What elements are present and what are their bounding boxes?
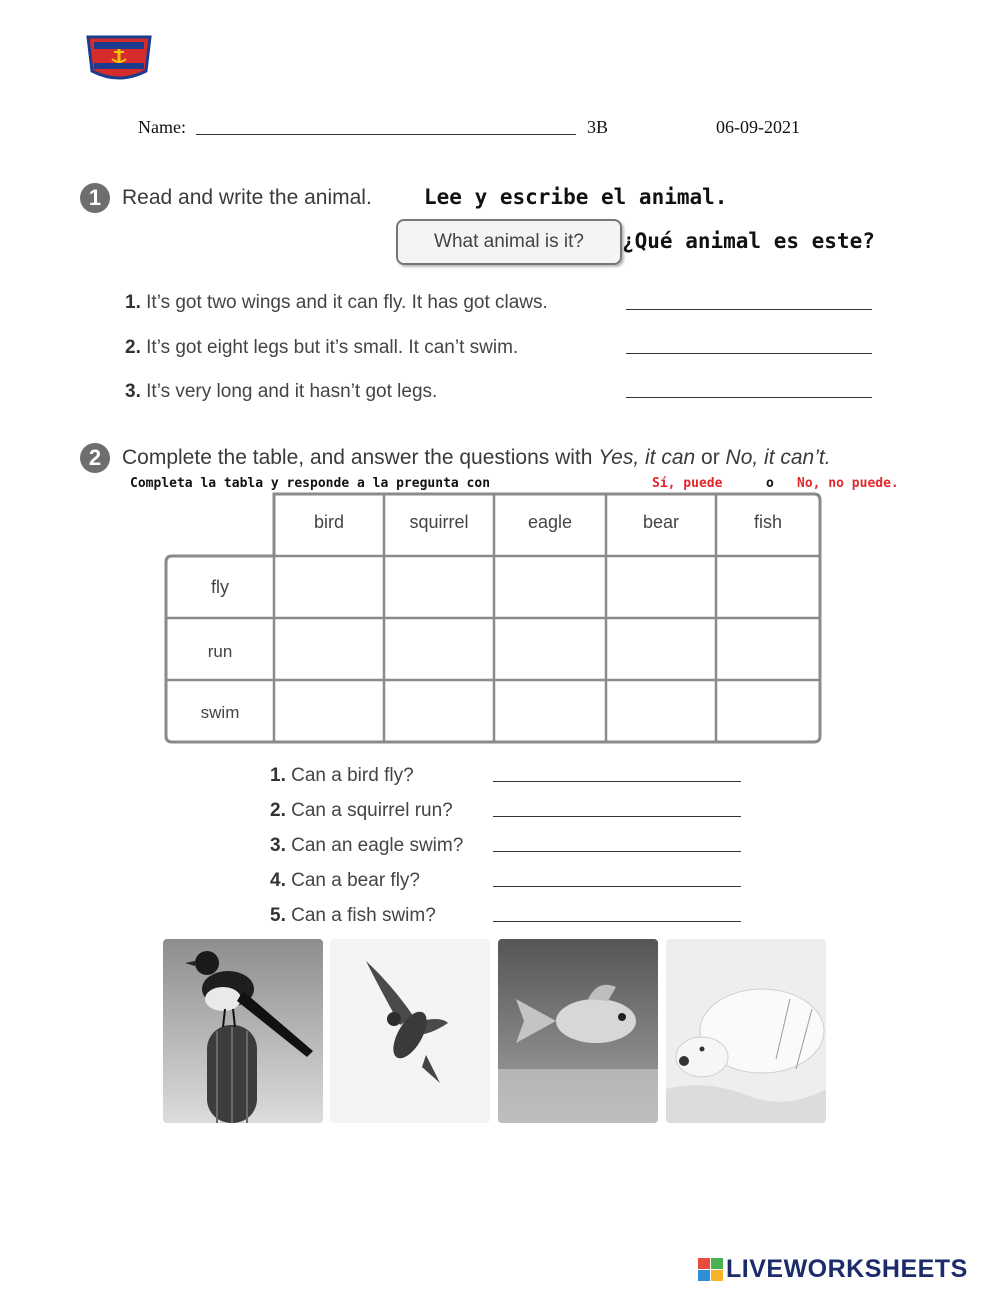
liveworksheets-brand: LIVEWORKSHEETS bbox=[726, 1255, 968, 1283]
section1-item: 3. It’s very long and it hasn’t got legs. bbox=[125, 381, 438, 402]
question-item: 4. Can a bear fly? bbox=[270, 870, 420, 891]
section1-instruction-es: Lee y escribe el animal. bbox=[424, 185, 728, 209]
name-label: Name: bbox=[138, 117, 186, 137]
liveworksheets-logo-icon bbox=[698, 1258, 724, 1282]
table-answer-cell[interactable] bbox=[608, 682, 714, 740]
date-label: 06-09-2021 bbox=[716, 117, 800, 137]
class-label: 3B bbox=[587, 117, 609, 137]
what-animal-prompt: What animal is it? bbox=[396, 219, 622, 265]
section1-item: 2. It’s got eight legs but it’s small. It can’t swim. bbox=[125, 337, 519, 358]
table-column-header: bird bbox=[313, 512, 344, 532]
question-item: 2. Can a squirrel run? bbox=[270, 800, 453, 821]
section2-instruction: Complete the table, and answer the questions with Yes, it can or No, it can’t. bbox=[122, 446, 831, 469]
section1-number-badge: 1 bbox=[80, 183, 110, 213]
school-logo bbox=[86, 33, 152, 83]
bird-on-cactus-photo bbox=[163, 939, 323, 1123]
section1-item: 1. It’s got two wings and it can fly. It has got claws. bbox=[125, 292, 548, 313]
question-item: 3. Can an eagle swim? bbox=[270, 835, 464, 856]
section1-instruction: Read and write the animal. bbox=[122, 186, 372, 209]
table-answer-cell[interactable] bbox=[718, 620, 818, 678]
table-answer-cell[interactable] bbox=[608, 558, 714, 616]
table-answer-cell[interactable] bbox=[496, 558, 604, 616]
question-answer-line[interactable] bbox=[493, 851, 741, 852]
question-item: 1. Can a bird fly? bbox=[270, 765, 414, 786]
ability-table bbox=[164, 492, 822, 744]
table-row-header: fly bbox=[211, 577, 229, 597]
polar-bear-photo bbox=[666, 939, 826, 1123]
section1-answer-line[interactable] bbox=[626, 309, 872, 310]
table-answer-cell[interactable] bbox=[386, 682, 492, 740]
what-animal-prompt-es: ¿Qué animal es este? bbox=[622, 229, 875, 253]
table-answer-cell[interactable] bbox=[386, 558, 492, 616]
question-answer-line[interactable] bbox=[493, 921, 741, 922]
table-row-header: swim bbox=[200, 703, 240, 722]
table-answer-cell[interactable] bbox=[718, 682, 818, 740]
table-answer-cell[interactable] bbox=[276, 620, 382, 678]
question-answer-line[interactable] bbox=[493, 781, 741, 782]
yes-es-label: Sí, puede bbox=[652, 476, 723, 491]
question-item: 5. Can a fish swim? bbox=[270, 905, 436, 926]
table-answer-cell[interactable] bbox=[718, 558, 818, 616]
table-column-header: eagle bbox=[527, 512, 573, 532]
section2-number-badge: 2 bbox=[80, 443, 110, 473]
section2-instruction-es: Completa la tabla y responde a la pregunta con bbox=[130, 476, 491, 491]
table-answer-cell[interactable] bbox=[386, 620, 492, 678]
question-answer-line[interactable] bbox=[493, 816, 741, 817]
fish-photo bbox=[498, 939, 658, 1123]
table-answer-cell[interactable] bbox=[276, 558, 382, 616]
section1-answer-line[interactable] bbox=[626, 353, 872, 354]
table-answer-cell[interactable] bbox=[496, 682, 604, 740]
table-column-header: bear bbox=[642, 512, 680, 532]
table-row-header: run bbox=[207, 642, 233, 661]
name-answer-line[interactable] bbox=[196, 134, 576, 135]
table-column-header: fish bbox=[753, 512, 782, 532]
table-answer-cell[interactable] bbox=[276, 682, 382, 740]
table-answer-cell[interactable] bbox=[608, 620, 714, 678]
section1-answer-line[interactable] bbox=[626, 397, 872, 398]
no-es-label: No, no puede. bbox=[797, 476, 899, 491]
eagle-flying-photo bbox=[330, 939, 490, 1123]
or-es-label: o bbox=[766, 476, 774, 491]
question-answer-line[interactable] bbox=[493, 886, 741, 887]
table-answer-cell[interactable] bbox=[496, 620, 604, 678]
table-column-header: squirrel bbox=[409, 512, 469, 532]
